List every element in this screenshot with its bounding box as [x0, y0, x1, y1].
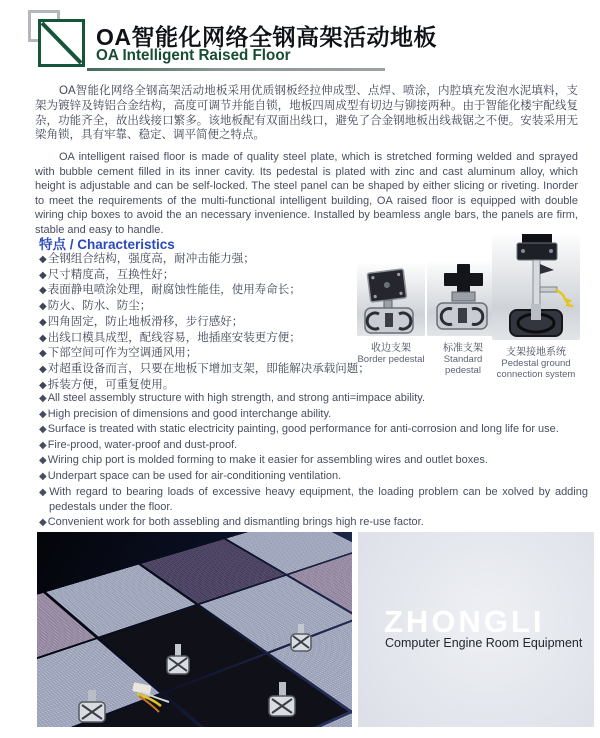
standard-pedestal-photo	[427, 262, 499, 336]
feature-item-en	[39, 453, 588, 469]
cable-bundle	[129, 682, 189, 716]
feature-item-cn	[39, 299, 379, 315]
ground-system-illustration	[492, 234, 580, 340]
feature-item-cn-text: 对超重设备而言，只要在地板下增加支架，即能解决承载问题；	[47, 362, 370, 375]
feature-item-en-text: Surface is treated with static electricity painting, good performance for anti-corrosion and long life for use.	[47, 423, 559, 436]
characteristics-list-cn	[39, 252, 379, 393]
page-subtitle: OA Intelligent Raised Floor	[96, 47, 291, 64]
feature-item-cn	[39, 268, 379, 284]
feature-item-en-text: With regard to bearing loads of excessive heavy equipment, the loading problem can be xolved by adding pedestals under the floor.	[49, 485, 588, 514]
brand-panel	[358, 532, 594, 727]
diamond-bullet-icon: ◆	[39, 393, 47, 404]
diamond-bullet-icon: ◆	[39, 269, 47, 281]
feature-item-cn	[39, 362, 379, 378]
diamond-bullet-icon: ◆	[39, 285, 47, 297]
feature-item-cn-text: 尺寸精度高，互换性好；	[47, 268, 175, 281]
feature-item-en-text: High precision of dimensions and good interchange ability.	[47, 407, 332, 420]
pedestal-foot	[267, 682, 297, 718]
border-pedestal-photo	[357, 264, 425, 336]
diamond-bullet-icon: ◆	[39, 408, 47, 420]
feature-item-cn-text: 防火、防水、防尘；	[47, 300, 152, 313]
feature-item-cn	[39, 283, 379, 299]
diamond-bullet-icon: ◆	[39, 301, 47, 313]
feature-item-en	[39, 515, 588, 531]
feature-item-cn-text: 出线口模具成型，配线容易，地插座安装更方便；	[47, 331, 301, 344]
diamond-bullet-icon: ◆	[39, 332, 47, 344]
characteristics-list-en	[39, 391, 588, 530]
feature-item-en-text: All steel assembly structure with high strength, and strong anti=impace ability.	[47, 392, 426, 404]
product-caption-cn: 标准支架	[443, 343, 483, 354]
feature-item-en-text: Wiring chip port is molded forming to make it easier for assembling wires and outlet boxes.	[47, 454, 488, 467]
pedestal-foot	[77, 690, 107, 724]
diamond-bullet-icon: ◆	[39, 486, 49, 498]
feature-item-en-text: Fire-prood, water-proof and dust-proof.	[47, 438, 238, 451]
diamond-bullet-icon: ◆	[39, 363, 47, 375]
feature-item-en	[39, 407, 588, 423]
characteristics-heading: 特点 / Characteristics	[39, 237, 175, 252]
feature-item-en	[39, 438, 588, 454]
intro-paragraph-en: OA intelligent raised floor is made of quality steel plate, which is stretched forming welded and sprayed with bubble cement filled in its inner cavity. Its pedestal is plated with zinc and cast aluminum alloy, which height is adjustable and can be self-locked. The steel panel can be shaped by either slicing or riveting. Inorder to meet the requirements of the multi-functional intelligent building, OA raised floor is equipped with double wiring chip boxes to avoid the an necessary invenience. Installed by beamless angle bars, the panels are firm, stable and easy to handle.	[35, 151, 578, 236]
diamond-bullet-icon: ◆	[39, 424, 47, 436]
feature-item-en	[39, 391, 588, 407]
product-figure-standard-pedestal	[427, 262, 499, 376]
feature-item-cn-text: 拆装方便，可重复使用。	[47, 378, 175, 391]
feature-item-en-text: Convenient work for both assebling and dismantling brings high re-use factor.	[47, 515, 424, 528]
product-caption-cn: 支架接地系统	[506, 347, 566, 358]
border-pedestal-illustration	[357, 264, 425, 336]
diamond-bullet-icon: ◆	[39, 379, 47, 391]
feature-item-cn-text: 四角固定，防止地板滑移，步行感好；	[47, 315, 244, 328]
intro-paragraph-cn: OA智能化网络全钢高架活动地板采用优质钢板经拉伸成型、点焊、喷涂，内腔填充发泡水泥填料，支架为镀锌及铸铝合金结构，高度可调节并能自锁，地板四周成型有切边与铆接两种。由于智能化楼宇配线复杂，功能齐全，故出线接口繁多。该地板配有双面出线口，避免了合金钢地板出线裁锯之不便。安装采用无梁角锁，具有牢靠、稳定、调平简便之特点。	[35, 85, 578, 142]
feature-item-cn	[39, 331, 379, 347]
diamond-bullet-icon: ◆	[39, 455, 47, 467]
ground-system-photo	[492, 234, 580, 340]
feature-item-en	[39, 422, 588, 438]
feature-item-en	[39, 469, 588, 485]
title-underline	[87, 68, 385, 71]
diamond-bullet-icon: ◆	[39, 516, 47, 528]
pedestal-foot	[289, 624, 313, 654]
product-figure-border-pedestal	[357, 264, 425, 365]
feature-item-cn	[39, 315, 379, 331]
product-caption-en: Standard pedestal	[443, 354, 483, 376]
feature-item-cn-text: 表面静电喷涂处理，耐腐蚀性能佳，使用寿命长；	[47, 284, 301, 297]
logo-diagonal-square-icon	[38, 19, 85, 67]
product-caption-cn: 收边支架	[371, 343, 411, 354]
product-caption-en: Border pedestal	[357, 354, 425, 365]
diamond-bullet-icon: ◆	[39, 470, 47, 482]
feature-item-cn-text: 全钢组合结构，强度高，耐冲击能力强；	[47, 253, 255, 265]
diamond-bullet-icon: ◆	[39, 348, 47, 360]
logo-diagonal-line	[41, 22, 82, 64]
diamond-bullet-icon: ◆	[39, 254, 47, 265]
standard-pedestal-illustration	[427, 262, 499, 336]
diamond-bullet-icon: ◆	[39, 439, 47, 451]
brand-tagline: Computer Engine Room Equipment	[385, 636, 583, 650]
brand-name: ZHONGLI	[384, 604, 545, 639]
feature-item-en	[39, 485, 588, 515]
feature-item-cn	[39, 346, 379, 362]
feature-item-cn	[39, 252, 379, 268]
product-figure-ground-system	[492, 234, 580, 380]
raised-floor-photo	[37, 532, 352, 727]
feature-item-en-text: Underpart space can be used for air-conditioning ventilation.	[47, 469, 342, 482]
feature-item-cn-text: 下部空间可作为空调通风用；	[47, 347, 198, 360]
page-title: OA智能化网络全钢高架活动地板	[96, 24, 437, 50]
diamond-bullet-icon: ◆	[39, 316, 47, 328]
pedestal-foot	[165, 644, 191, 676]
product-caption-en: Pedestal ground connection system	[496, 358, 576, 380]
